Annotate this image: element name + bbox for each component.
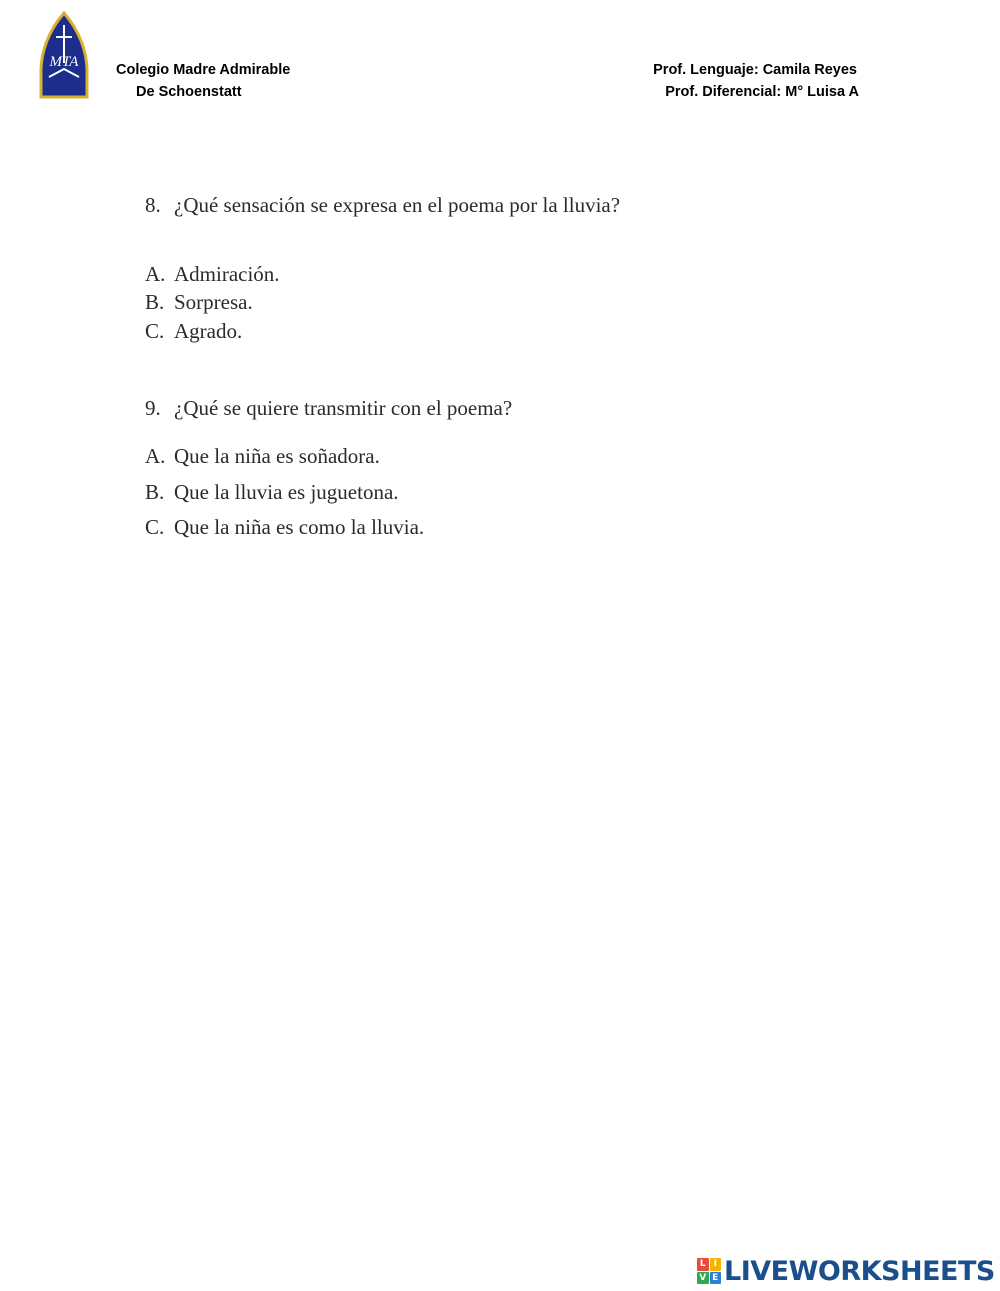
option-9-a bbox=[145, 442, 380, 470]
question-text: ¿Qué se quiere transmitir con el poema? bbox=[174, 396, 513, 420]
option-letter: B. bbox=[145, 290, 165, 314]
teacher-line1: Prof. Lenguaje: Camila Reyes bbox=[653, 62, 857, 78]
brand-tile: L bbox=[697, 1258, 709, 1271]
brand-tile: V bbox=[697, 1272, 709, 1285]
brand-text: LIVEWORKSHEETS bbox=[724, 1255, 995, 1287]
option-9-b bbox=[145, 478, 399, 506]
question-number: 8. bbox=[145, 193, 161, 217]
school-logo bbox=[38, 11, 90, 101]
option-letter: C. bbox=[145, 319, 165, 343]
logo-monogram: MTA bbox=[49, 54, 79, 70]
question-number: 9. bbox=[145, 396, 161, 420]
option-8-b bbox=[145, 288, 253, 316]
school-name bbox=[116, 59, 290, 103]
option-8-c bbox=[145, 317, 242, 345]
option-9-c bbox=[145, 513, 424, 541]
option-text: Sorpresa. bbox=[174, 290, 253, 314]
option-text: Admiración. bbox=[174, 262, 280, 286]
option-8-a bbox=[145, 260, 280, 288]
option-text: Que la niña es soñadora. bbox=[174, 444, 380, 468]
question-8 bbox=[145, 191, 620, 219]
brand-tile: I bbox=[710, 1258, 722, 1271]
option-letter: B. bbox=[145, 480, 165, 504]
teacher-line2: Prof. Diferencial: M° Luisa A bbox=[665, 84, 859, 100]
teacher-info bbox=[600, 59, 859, 103]
option-letter: A. bbox=[145, 262, 166, 286]
question-9 bbox=[145, 394, 512, 422]
question-text: ¿Qué sensación se expresa en el poema por la lluvia? bbox=[174, 193, 621, 217]
option-letter: A. bbox=[145, 444, 166, 468]
school-name-line1: Colegio Madre Admirable bbox=[116, 62, 291, 78]
brand-tile: E bbox=[710, 1272, 722, 1285]
school-name-line2: De Schoenstatt bbox=[136, 84, 242, 100]
brand-tiles-icon bbox=[697, 1258, 721, 1284]
option-letter: C. bbox=[145, 515, 165, 539]
option-text: Que la niña es como la lluvia. bbox=[174, 515, 425, 539]
option-text: Que la lluvia es juguetona. bbox=[174, 480, 399, 504]
liveworksheets-logo bbox=[697, 1255, 995, 1287]
option-text: Agrado. bbox=[174, 319, 243, 343]
